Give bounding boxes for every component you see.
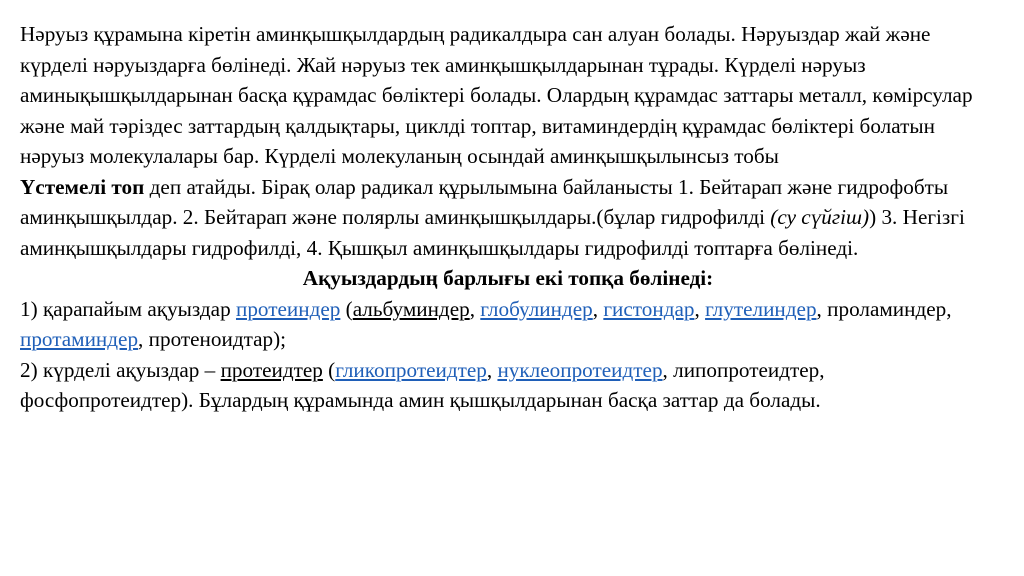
item1-sep2: , (592, 296, 604, 321)
albumins-text: альбуминдер (352, 296, 470, 321)
item1-sep1: , (469, 296, 481, 321)
section-heading: Ақуыздардың барлығы екі топқа бөлінеді: (302, 266, 714, 290)
item1-sep4: , проламиндер, (816, 296, 952, 321)
paragraph-text-part2: деп атайды. Бірақ олар радикал құрылымына байланысты 1. Бейтарап және гидрофобты аминқышқылдар. 2. Бейтарап және полярлы аминқышқылдары.(бұлар гидрофилді (20, 174, 949, 229)
bold-term: Үстемелі топ (20, 174, 145, 199)
paragraph-text-part3: ) 3. Негізгі аминқышқылдары гидрофилді, 4. Қышқыл аминқышқылдары гидрофилді топтарға бөлінеді. (20, 205, 965, 260)
item2-open: ( (322, 357, 336, 382)
item1-sep3: , (694, 296, 706, 321)
item2-suffix: , липопротеидтер, фосфопротеидтер). Бұлардың құрамында амин қышқылдарынан басқа заттар да болады. (20, 357, 825, 412)
item2-prefix: 2) күрделі ақуыздар – (20, 357, 221, 382)
link-glycoproteids[interactable]: гликопротеидтер (335, 357, 487, 382)
link-proteins[interactable]: протеиндер (235, 296, 341, 321)
item1-prefix: 1) қарапайым ақуыздар (20, 296, 236, 321)
proteids-text: протеидтер (220, 357, 323, 382)
link-globulins[interactable]: глобулиндер (480, 296, 593, 321)
item2-sep1: , (486, 357, 498, 382)
link-histones[interactable]: гистондар (603, 296, 695, 321)
link-glutelins[interactable]: глутелиндер (705, 296, 817, 321)
item1-suffix: , протеноидтар); (138, 327, 287, 351)
link-protamins[interactable]: протаминдер (20, 327, 139, 351)
body-text (20, 19, 996, 416)
item1-open: ( (340, 296, 353, 321)
link-nucleoproteids[interactable]: нуклеопротеидтер (497, 357, 663, 382)
paragraph-text-part1: Нәруыз құрамына кіретін аминқышқылдардың радикалдыра сан алуан болады. Нәруыздар жай және күрделі нәруыздарға бөлінеді. Жай нәруыз тек аминқышқылдарынан тұрады. Күрделі нәруыз аминықышқылдарынан басқа құрамдас бөліктері болады. Олардың құрамдас заттары металл, көмірсулар және май тәріздес заттардың қалдықтары, циклді топтар, витаминдердің құрамдас бөліктері болатын нәруыз молекулалары бар. Күрделі молекуланың осындай аминқышқылынсыз тобы (20, 22, 973, 168)
italic-note: (су сүйгіш) (770, 205, 870, 229)
